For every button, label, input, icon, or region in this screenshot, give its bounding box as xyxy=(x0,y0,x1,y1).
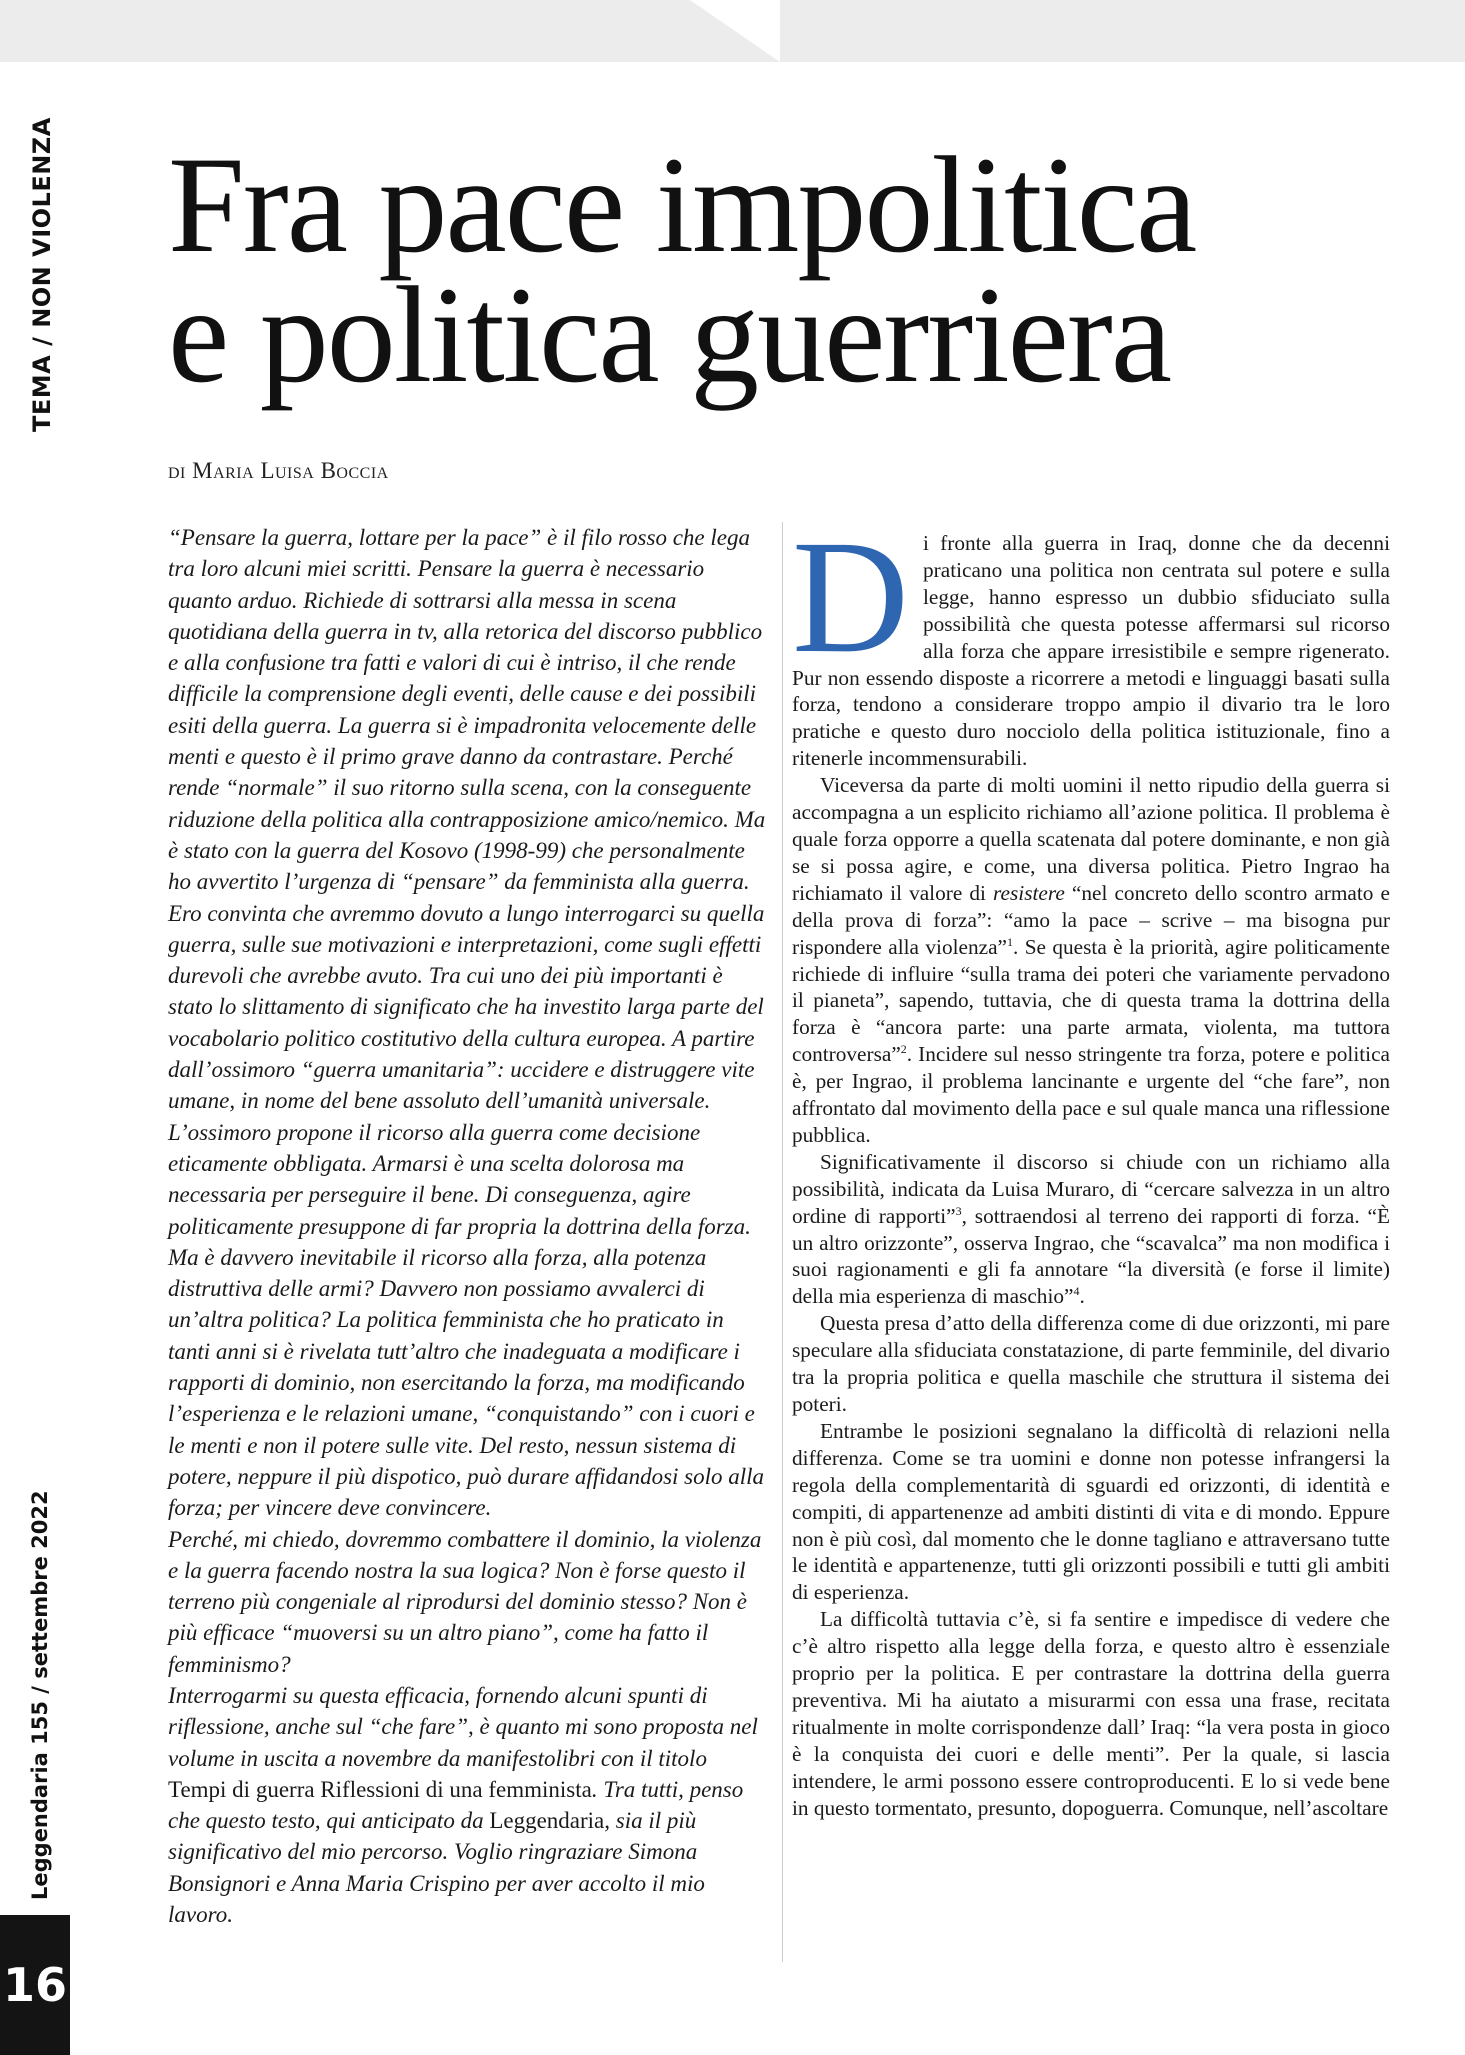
section-label: TEMA / NON VIOLENZA xyxy=(28,117,56,432)
title-line-2: e politica guerriera xyxy=(168,258,1171,411)
drop-cap: D xyxy=(792,508,909,687)
body-paragraph-4: Questa presa d’atto della differenza come di due orizzonti, mi pare speculare alla sfiduciata constatazione, di parte femminile, del divario tra la propria politica e quella maschile che struttura il sistema dei poteri. xyxy=(792,1311,1390,1416)
body-paragraph-3 xyxy=(792,1149,1390,1310)
body-p1-text: i fronte alla guerra in Iraq, donne che da decenni praticano una politica non centrata sul potere e sulla legge, hanno espresso un dubbio sfiduciato sulla possibilità che questa potesse affermarsi sul ricorso alla forza che appare irresistibile e sempre rigenerato. Pur non essendo disposte a ricorrere a metodi e linguaggi basati sulla forza, tendono a considerare troppo ampio il divario tra le loro pratiche e questo duro nocciolo della politica istituzionale, fino a ritenerle incommensurabili. xyxy=(792,531,1390,771)
body-p3-text-b: , sottraendosi al terreno dei rapporti di forza. “È un altro orizzonte”, osserva Ingrao, che “scavalca” ma non modifica i suoi ragionamenti e gli fa annotare “la diversità (e forse il limite) della mia esperienza di maschio” xyxy=(792,1203,1390,1309)
body-p2-text-c: . Se questa è la priorità, agire politicamente richiede di influire “sulla trama dei poteri che variamente pervadono il pianeta”, sapendo, tuttavia, che di questa trama la dottrina della forza è “ancora parte: una parte armata, violenta, ma tuttora controversa” xyxy=(792,934,1390,1067)
page-number xyxy=(0,1915,70,2055)
body-p3-text-a: Significativamente il discorso si chiude con un richiamo alla possibilità, indicata da Luisa Muraro, di “cercare salvezza in un altro ordine di rapporti” xyxy=(792,1149,1390,1228)
intro-p3-text-c: , sia il più significativo del mio percorso. Voglio ringraziare Simona Bonsignori e Anna Maria Crispino per aver accolto il mio lavoro. xyxy=(168,1808,705,1928)
body-p3-text-c: . xyxy=(1079,1284,1085,1309)
intro-paragraph-2: Perché, mi chiedo, dovremmo combattere il dominio, la violenza e la guerra facendo nostra la sua logica? Non è forse questo il terreno più congeniale al riprodursi del dominio stesso? Non è più efficace “muoversi su un altro piano”, come ha fatto il femminismo? xyxy=(168,1526,762,1677)
footnote-ref-2: 2 xyxy=(900,1042,907,1057)
footnote-ref-1: 1 xyxy=(1006,934,1013,949)
article-title xyxy=(168,128,1268,411)
column-divider xyxy=(782,522,783,1962)
body-paragraph-6: La difficoltà tuttavia c’è, si fa sentire e impedisce di vedere che c’è altro rispetto alla legge della forza, e questo altro è essenziale proprio per la politica. E per contrastare la dottrina della guerra preventiva. Mi ha aiutato a misurarmi con essa una frase, recitata ritualmente in molte corrispondenze dall’ Iraq: “la vera posta in gioco è la conquista dei cuori e delle menti”. Per la quale, si lascia intendere, le armi possono essere controproducenti. E lo si vede bene in questo tormentato, presunto, dopoguerra. Comunque, nell’ascoltare xyxy=(792,1607,1390,1820)
byline: di Maria Luisa Boccia xyxy=(168,458,389,483)
body-paragraph-2 xyxy=(792,772,1390,1149)
body-paragraph-1 xyxy=(792,508,1390,772)
intro-p3-text-a: Interrogarmi su questa efficacia, fornendo alcuni spunti di riflessione, anche sul “che fare”, è quanto mi sono proposta nel volume in uscita a novembre da manifestolibri con il titolo xyxy=(168,1682,758,1771)
footnote-ref-4: 4 xyxy=(1073,1284,1080,1299)
magazine-name: Leggendaria xyxy=(489,1808,605,1834)
page-number-text: 16 xyxy=(2,1958,67,2012)
intro-paragraph-3 xyxy=(168,1680,768,1930)
intro-paragraph-1: “Pensare la guerra, lottare per la pace” è il filo rosso che lega tra loro alcuni miei scritti. Pensare la guerra è necessario quanto arduo. Richiede di sottrarsi alla messa in scena quotidiana della guerra in tv, alla retorica del discorso pubblico e alla confusione tra fatti e valori di cui è intriso, il che rende difficile la comprensione degli eventi, delle cause e dei possibili esiti della guerra. La guerra si è impadronita velocemente delle menti e questo è il primo grave danno da contrastare. Perché rende “normale” il suo ritorno sulla scena, con la conseguente riduzione della politica alla contrapposizione amico/nemico. Ma è stato con la guerra del Kosovo (1998-99) che personalmente ho avvertito l’urgenza di “pensare” da femminista alla guerra. Ero convinta che avremmo dovuto a lungo interrogarci su quella guerra, sulle sue motivazioni e interpretazioni, come sugli effetti durevoli che avrebbe avuto. Tra cui uno dei più importanti è stato lo slittamento di significato che ha investito larga parte del vocabolario politico costitutivo della cultura europea. A partire dall’ossimoro “guerra umanitaria”: uccidere e distruggere vite umane, in nome del bene assoluto dell’umanità universale. L’ossimoro propone il ricorso alla guerra come decisione eticamente obbligata. Armarsi è una scelta dolorosa ma necessaria per perseguire il bene. Di conseguenza, agire politicamente presuppone di far propria la dottrina della forza. Ma è davvero inevitabile il ricorso alla forza, alla potenza distruttiva delle armi? Davvero non possiamo avvalerci di un’altra politica? La politica femminista che ho praticato in tanti anni si è rivelata tutt’altro che inadeguata a modificare i rapporti di dominio, non esercitando la forza, ma modificando l’esperienza e le relazioni umane, “conquistando” con i cuori e le menti e non il potere sulle vite. Del resto, nessun sistema di potere, neppure il più dispotico, può durare affidandosi solo alla forza; per vincere deve convincere. xyxy=(168,525,766,1521)
book-title: Tempi di guerra Riflessioni di una femminista xyxy=(168,1776,592,1802)
body-p2-text-b: “nel concreto dello scontro armato e della prova di forza”: “amo la pace – scrive – ma bisogna pur rispondere alla violenza” xyxy=(792,880,1390,959)
body-p2-text-d: . Incidere sul nesso stringente tra forza, potere e politica è, per Ingrao, il problema lancinante e urgente del “che fare”, non affrontato dal movimento della pace e sul quale manca una riflessione pubblica. xyxy=(792,1042,1390,1147)
footnote-ref-3: 3 xyxy=(955,1203,962,1218)
title-line-1: Fra pace impolitica xyxy=(168,128,1196,281)
corner-fold xyxy=(690,0,780,62)
body-p2-text-a: Viceversa da parte di molti uomini il netto ripudio della guerra si accompagna a un esplicito richiamo all’azione politica. Il problema è quale forza opporre a quella scatenata dal potere dominante, e non già se si possa agire, e come, una diversa politica. Pietro Ingrao ha richiamato il valore di xyxy=(792,773,1390,905)
intro-italic-column xyxy=(168,522,768,1930)
body-column xyxy=(792,508,1390,1822)
intro-p3-text-b: . Tra tutti, penso che questo testo, qui anticipato da xyxy=(168,1776,744,1834)
issue-label: Leggendaria 155 / settembre 2022 xyxy=(28,1490,52,1900)
body-p2-emphasis: resistere xyxy=(993,880,1065,905)
body-paragraph-5: Entrambe le posizioni segnalano la difficoltà di relazioni nella differenza. Come se tra uomini e donne non potesse infrangersi la regola della complementarità di sguardi ed orizzonti, di identità e compiti, di appartenenze ad ambiti distinti di vita e di mondo. Eppure non è più così, dal momento che le donne tagliano e attraversano tutte le identità e appartenenze, tutti gli orizzonti possibili e tutti gli ambiti di esperienza. xyxy=(792,1418,1390,1605)
